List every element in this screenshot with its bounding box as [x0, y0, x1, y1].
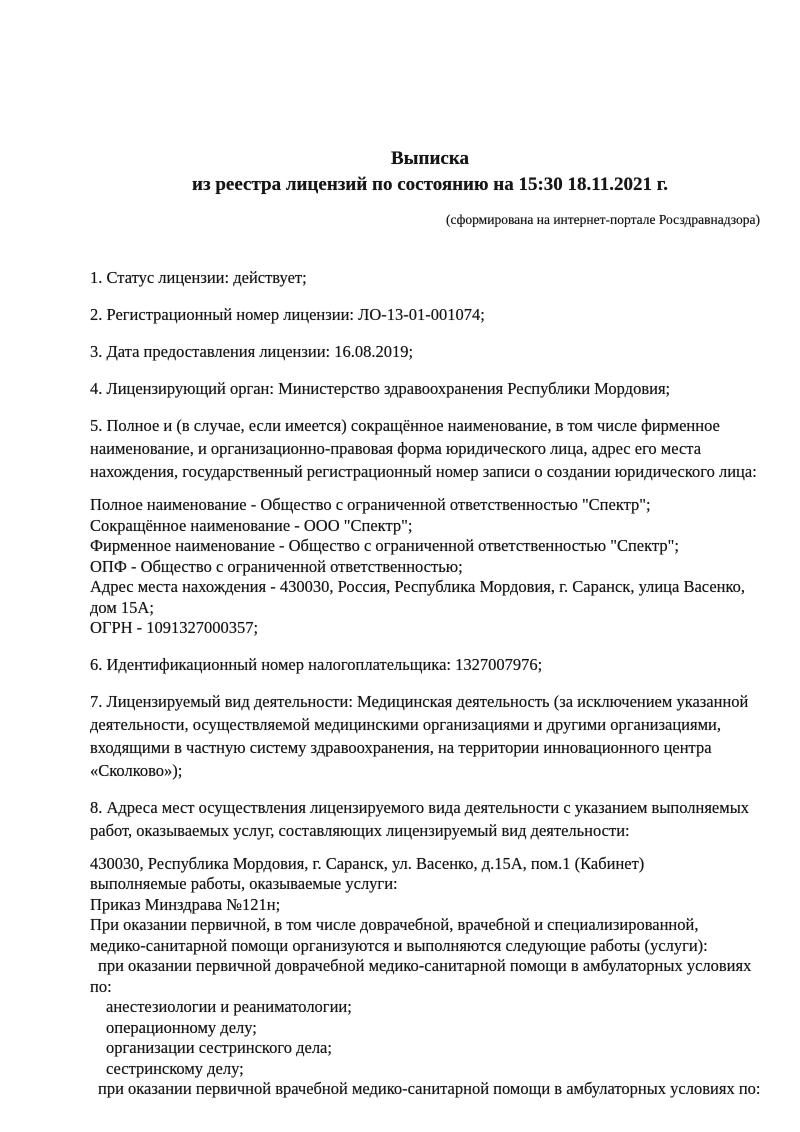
document-title-line-2: из реестра лицензий по состоянию на 15:30 18.11.2021 г.	[192, 174, 668, 195]
document-title	[90, 146, 770, 198]
paragraph	[90, 690, 770, 782]
text-line: 430030, Республика Мордовия, г. Саранск, ул. Васенко, д.15А, пом.1 (Кабинет)	[90, 853, 645, 873]
text-line: Приказ Минздрава №121н;	[90, 894, 281, 914]
text-line: деятельности, осуществляемой медицинскими организациями и другими организациями,	[90, 714, 721, 734]
document-body	[90, 266, 770, 1100]
paragraph	[90, 340, 770, 363]
text-line: 6. Идентификационный номер налогоплательщика: 1327007976;	[90, 654, 543, 674]
text-line: Адрес места нахождения - 430030, Россия, Республика Мордовия, г. Саранск, улица Васенко,	[90, 577, 746, 596]
paragraph	[90, 266, 770, 289]
text-line: организации сестринского дела;	[106, 1038, 332, 1057]
text-line: 8. Адреса мест осуществления лицензируемого вида деятельности с указанием выполняемых	[90, 797, 750, 817]
text-line: Фирменное наименование - Общество с ограниченной ответственностью "Спектр";	[90, 536, 679, 555]
text-line: нахождения, государственный регистрационный номер записи о создании юридического лица:	[90, 462, 757, 481]
text-line: анестезиологии и реаниматологии;	[106, 997, 352, 1016]
document-subtitle: (сформирована на интернет-портале Росздравнадзора)	[445, 212, 760, 227]
text-line: 4. Лицензирующий орган: Министерство здравоохранения Республики Мордовия;	[90, 379, 671, 398]
text-line: работ, оказываемых услуг, составляющих лицензируемый вид деятельности:	[90, 820, 630, 840]
text-line: операционному делу;	[106, 1017, 257, 1037]
text-line: при оказании первичной доврачебной медико-санитарной помощи в амбулаторных условиях	[98, 956, 752, 975]
license-extract-document	[90, 146, 770, 1100]
text-line: медико-санитарной помощи организуются и выполняются следующие работы (услуги):	[90, 935, 708, 955]
text-line: «Сколково»);	[90, 760, 183, 780]
text-line: выполняемые работы, оказываемые услуги:	[90, 874, 398, 893]
text-line: при оказании первичной врачебной медико-санитарной помощи в амбулаторных условиях по:	[98, 1079, 761, 1098]
text-line: Сокращённое наименование - ООО "Спектр";	[90, 515, 413, 535]
text-line: ОГРН - 1091327000357;	[90, 618, 259, 637]
text-line: 3. Дата предоставления лицензии: 16.08.2019;	[90, 342, 414, 361]
paragraph	[90, 377, 770, 400]
text-line: по:	[90, 976, 112, 996]
paragraph	[90, 796, 770, 842]
text-line: Полное наименование - Общество с ограниченной ответственностью "Спектр";	[90, 495, 651, 514]
text-line: 2. Регистрационный номер лицензии: ЛО-13-01-001074;	[90, 305, 485, 324]
text-line: 7. Лицензируемый вид деятельности: Медицинская деятельность (за исключением указанной	[90, 691, 749, 711]
paragraph	[90, 303, 770, 326]
text-line: наименование, и организационно-правовая форма юридического лица, адрес его места	[90, 439, 702, 458]
paragraph	[90, 414, 770, 483]
document-title-line-1: Выписка	[391, 148, 469, 169]
paragraph	[90, 653, 770, 676]
text-line: При оказании первичной, в том числе доврачебной, врачебной и специализированной,	[90, 915, 699, 934]
text-line: 1. Статус лицензии: действует;	[90, 268, 307, 287]
text-line: ОПФ - Общество с ограниченной ответственностью;	[90, 556, 463, 576]
text-line: 5. Полное и (в случае, если имеется) сокращённое наименование, в том числе фирменное	[90, 416, 720, 435]
paragraph	[90, 854, 770, 1100]
text-line: дом 15А;	[90, 597, 154, 617]
paragraph	[90, 495, 770, 639]
text-line: входящими в частную систему здравоохранения, на территории инновационного центра	[90, 737, 712, 757]
text-line: сестринскому делу;	[106, 1058, 244, 1078]
